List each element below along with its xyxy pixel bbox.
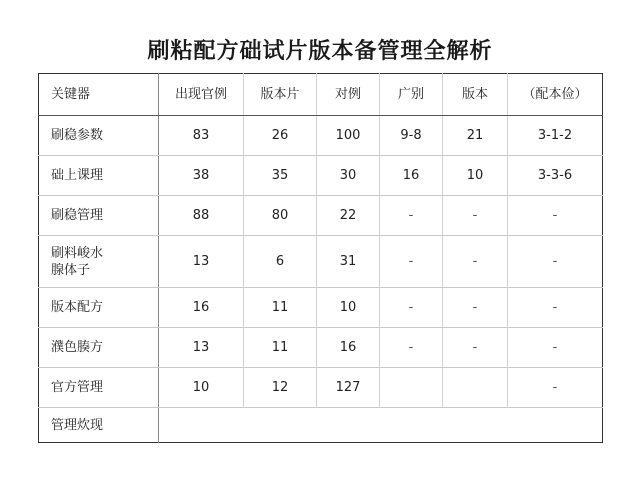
row-label: 刷稳管理 xyxy=(39,196,159,236)
column-header: 对例 xyxy=(317,74,380,116)
table-row xyxy=(39,288,603,328)
table-cell: 13 xyxy=(159,236,244,288)
table-header-row xyxy=(39,74,603,116)
table-cell: - xyxy=(508,196,603,236)
page-title: 刷粘配方础试片版本备管理全解析 xyxy=(147,39,493,64)
table-cell: 10 xyxy=(159,368,244,408)
table-cell: 35 xyxy=(244,156,317,196)
table-cell: - xyxy=(508,236,603,288)
table-footer-row xyxy=(39,408,603,443)
column-header: 版本 xyxy=(443,74,508,116)
table-row xyxy=(39,196,603,236)
footer-empty-cell xyxy=(159,408,603,443)
table-cell: 3-1-2 xyxy=(508,116,603,156)
table-cell: 16 xyxy=(159,288,244,328)
table-cell: 13 xyxy=(159,328,244,368)
column-header: 广别 xyxy=(380,74,443,116)
table-cell: - xyxy=(380,196,443,236)
table-cell: - xyxy=(508,368,603,408)
row-label-text: 刷料峻水 腺体子 xyxy=(51,245,104,278)
table-cell: - xyxy=(508,288,603,328)
table-cell: 9-8 xyxy=(380,116,443,156)
table-cell xyxy=(443,368,508,408)
column-header: （配本俭） xyxy=(508,74,603,116)
table-cell: - xyxy=(443,236,508,288)
table-cell: 3-3-6 xyxy=(508,156,603,196)
table-cell: 10 xyxy=(443,156,508,196)
table-cell: 80 xyxy=(244,196,317,236)
table-cell: 100 xyxy=(317,116,380,156)
table-cell: - xyxy=(443,288,508,328)
table-cell: - xyxy=(443,196,508,236)
table-row xyxy=(39,236,603,288)
table-row xyxy=(39,156,603,196)
table-cell: 26 xyxy=(244,116,317,156)
table-cell: 30 xyxy=(317,156,380,196)
table-cell: 88 xyxy=(159,196,244,236)
table-cell: 11 xyxy=(244,288,317,328)
row-label xyxy=(39,236,159,288)
column-header: 关键器 xyxy=(39,74,159,116)
table-cell: 22 xyxy=(317,196,380,236)
table-cell: 127 xyxy=(317,368,380,408)
row-label: 版本配方 xyxy=(39,288,159,328)
table-cell: 16 xyxy=(317,328,380,368)
column-header: 出现官例 xyxy=(159,74,244,116)
row-label: 刷稳参数 xyxy=(39,116,159,156)
table-cell: 10 xyxy=(317,288,380,328)
table-row xyxy=(39,328,603,368)
table-cell: 6 xyxy=(244,236,317,288)
table-cell: - xyxy=(380,236,443,288)
row-label: 础上课理 xyxy=(39,156,159,196)
table-cell: - xyxy=(508,328,603,368)
table-cell: 16 xyxy=(380,156,443,196)
table-cell: - xyxy=(443,328,508,368)
table-cell xyxy=(380,368,443,408)
table-cell: 31 xyxy=(317,236,380,288)
table-cell: 38 xyxy=(159,156,244,196)
table-row xyxy=(39,116,603,156)
table-cell: 11 xyxy=(244,328,317,368)
table-row xyxy=(39,368,603,408)
table-cell: 21 xyxy=(443,116,508,156)
table-cell: 83 xyxy=(159,116,244,156)
data-table xyxy=(38,73,603,443)
column-header: 版本片 xyxy=(244,74,317,116)
table-cell: - xyxy=(380,328,443,368)
row-label: 濮色腠方 xyxy=(39,328,159,368)
row-label: 官方管理 xyxy=(39,368,159,408)
table-cell: 12 xyxy=(244,368,317,408)
table-cell: - xyxy=(380,288,443,328)
row-label: 管理炊现 xyxy=(39,408,159,443)
